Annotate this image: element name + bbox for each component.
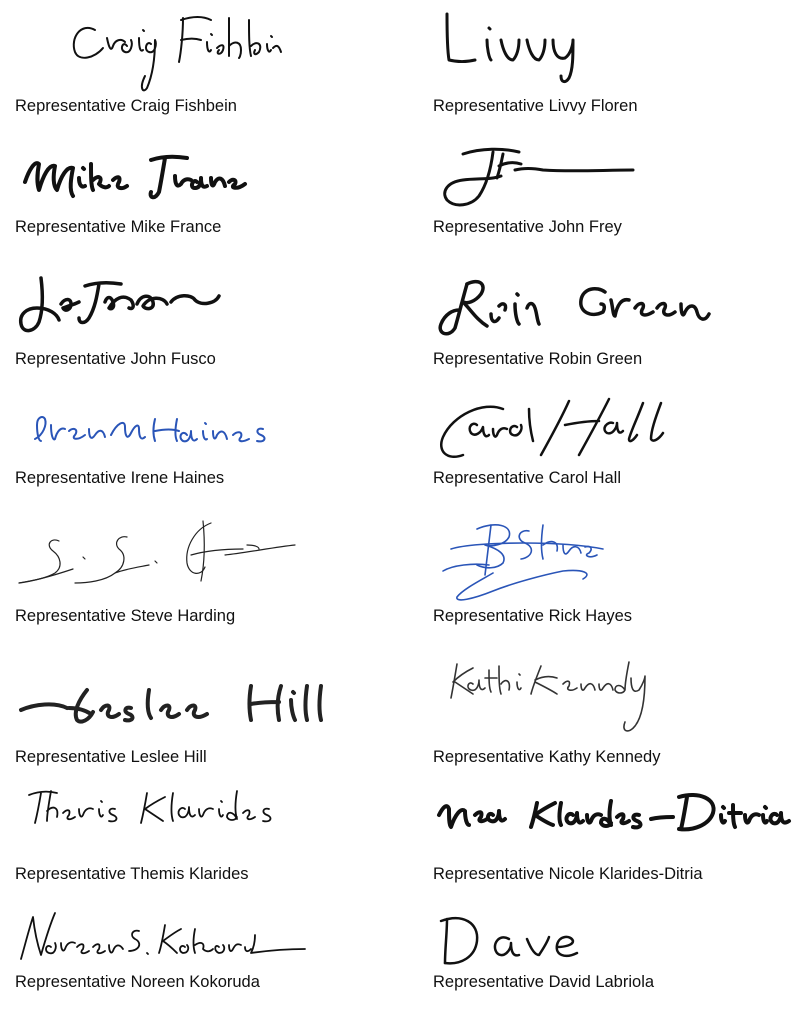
signature-label: Representative Leslee Hill (15, 748, 207, 766)
signature-entry-steve-harding (15, 515, 395, 633)
signature-entry-irene-haines (15, 395, 395, 495)
signature-rick-hayes (433, 515, 800, 605)
signature-nicole-klarides-ditria (433, 775, 800, 850)
signature-entry-livvy-floren (433, 0, 800, 120)
signature-livvy-floren (433, 0, 800, 95)
signature-entry-craig-fishbein (15, 0, 395, 120)
signature-carol-hall (433, 395, 800, 465)
signature-entry-kathy-kennedy (433, 650, 800, 775)
signature-label: Representative Rick Hayes (433, 607, 632, 625)
signature-themis-klarides (15, 775, 395, 850)
signature-noreen-kokoruda (15, 905, 395, 970)
signature-label: Representative Craig Fishbein (15, 97, 237, 115)
signature-label: Representative John Frey (433, 218, 622, 236)
signature-entry-john-frey (433, 140, 800, 245)
signature-kathy-kennedy (433, 650, 800, 750)
signature-label: Representative John Fusco (15, 350, 216, 368)
signature-david-labriola (433, 905, 800, 970)
signature-label: Representative Mike France (15, 218, 222, 236)
signature-entry-rick-hayes (433, 515, 800, 633)
signature-john-fusco (15, 268, 395, 348)
signature-label: Representative Livvy Floren (433, 97, 638, 115)
signature-entry-noreen-kokoruda (15, 905, 395, 1000)
signature-john-frey (433, 140, 800, 220)
signature-craig-fishbein (15, 0, 395, 95)
signature-entry-carol-hall (433, 395, 800, 495)
signature-irene-haines (15, 395, 395, 465)
signature-steve-harding (15, 515, 395, 605)
signature-leslee-hill (15, 650, 395, 745)
signature-entry-robin-green (433, 268, 800, 376)
signature-label: Representative Steve Harding (15, 607, 236, 625)
signature-mike-france (15, 140, 395, 220)
signature-label: Representative Kathy Kennedy (433, 748, 661, 766)
signature-entry-nicole-klarides-ditria (433, 775, 800, 890)
signature-label: Representative Noreen Kokoruda (15, 973, 260, 991)
signature-entry-mike-france (15, 140, 395, 245)
signature-entry-john-fusco (15, 268, 395, 376)
signature-label: Representative Themis Klarides (15, 865, 249, 883)
signature-label: Representative Carol Hall (433, 469, 622, 487)
signature-label: Representative Irene Haines (15, 469, 225, 487)
signature-entry-david-labriola (433, 905, 800, 1000)
signature-label: Representative David Labriola (433, 973, 655, 991)
signature-label: Representative Robin Green (433, 350, 643, 368)
signature-entry-themis-klarides (15, 775, 395, 890)
signature-entry-leslee-hill (15, 650, 395, 775)
signature-robin-green (433, 268, 800, 348)
signature-label: Representative Nicole Klarides-Ditria (433, 865, 703, 883)
